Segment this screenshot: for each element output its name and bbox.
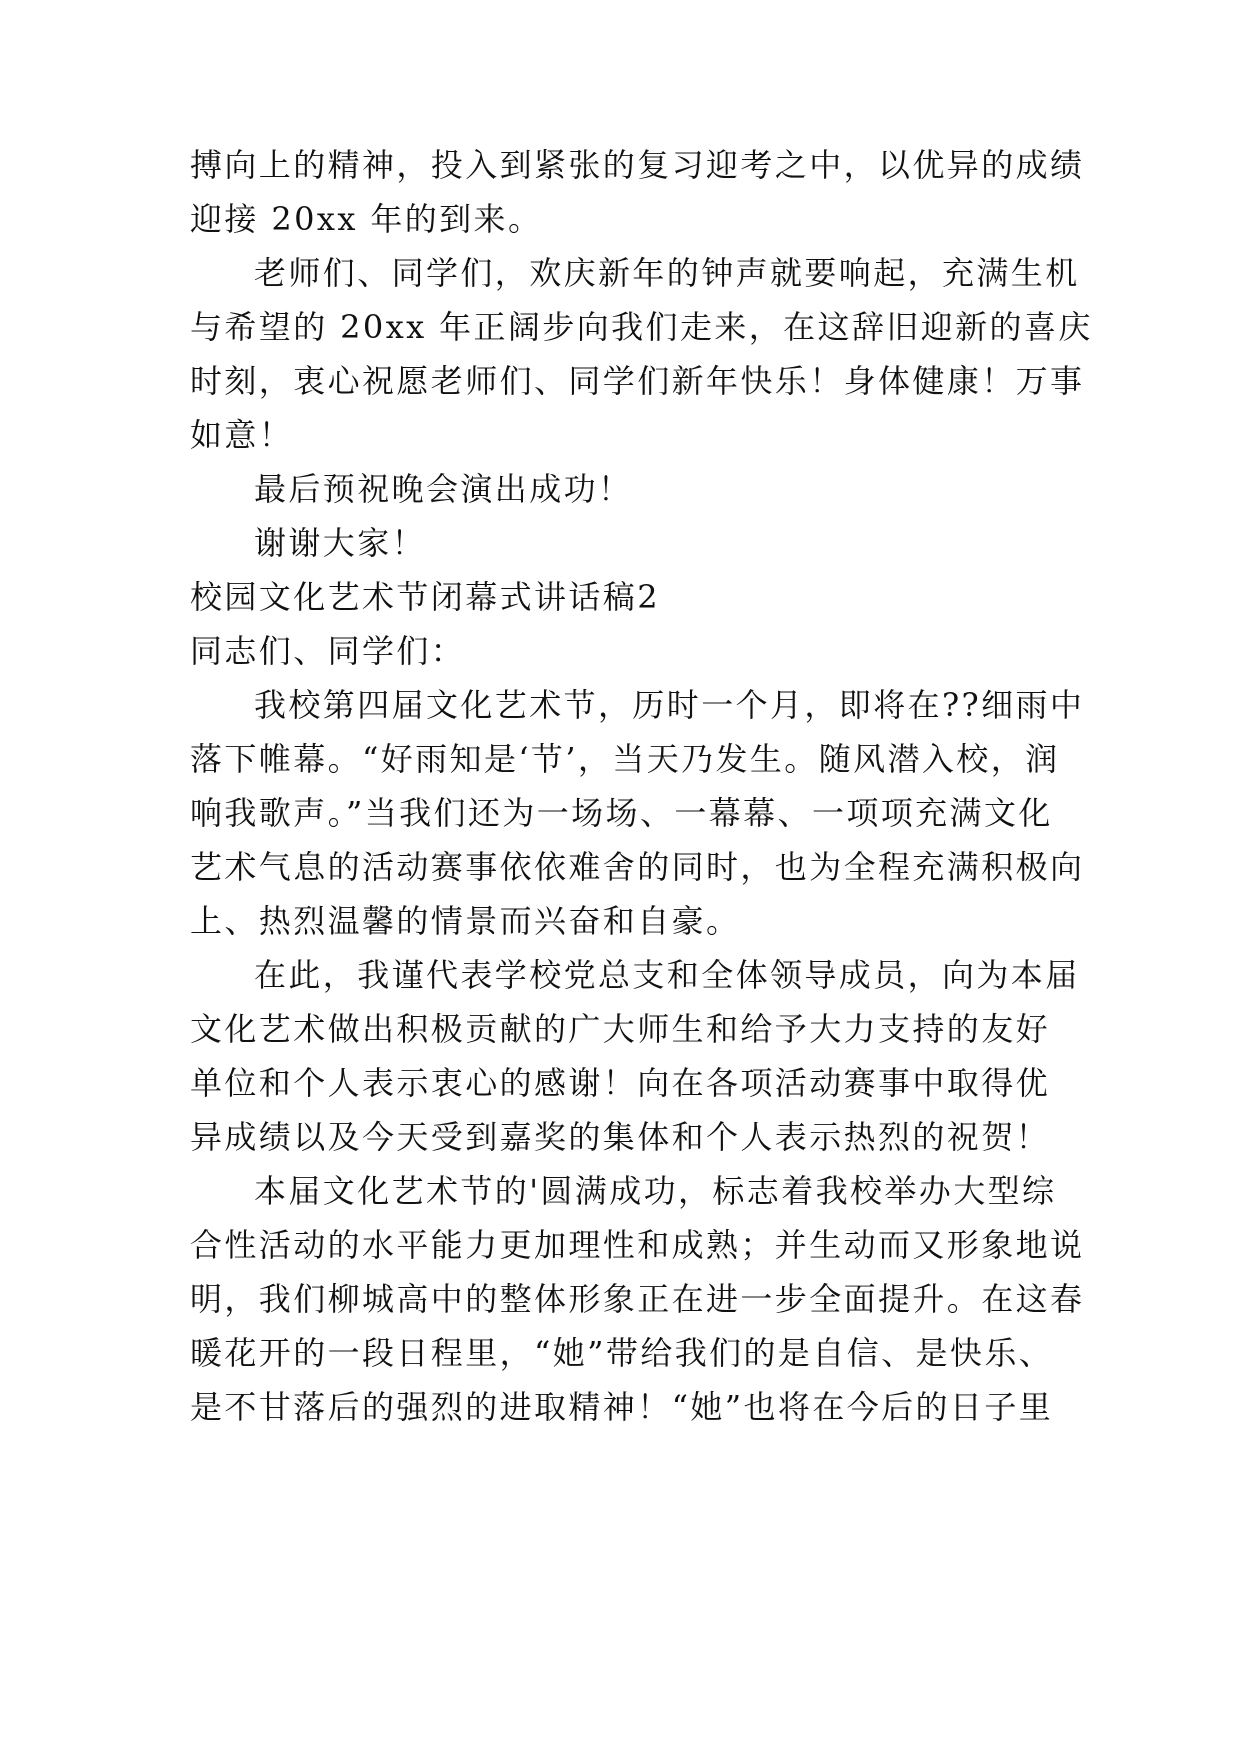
paragraph-first-line: 最后预祝晚会演出成功！ xyxy=(254,470,633,508)
paragraph-first-line: 谢谢大家！ xyxy=(254,524,427,562)
text-line: 落下帷幕。“好雨知是‘节’，当天乃发生。随风潜入校，润 xyxy=(190,740,1060,778)
text-line: 时刻，衷心祝愿老师们、同学们新年快乐！身体健康！万事 xyxy=(190,362,1085,400)
text-line: 如意！ xyxy=(190,416,294,454)
paragraph-first-line: 在此，我谨代表学校党总支和全体领导成员，向为本届 xyxy=(254,956,1080,994)
text-line: 异成绩以及今天受到嘉奖的集体和个人表示热烈的祝贺！ xyxy=(190,1118,1051,1156)
paragraph-first-line: 我校第四届文化艺术节，历时一个月，即将在??细雨中 xyxy=(254,686,1085,724)
salutation: 同志们、同学们： xyxy=(190,632,466,670)
text-line: 文化艺术做出积极贡献的广大师生和给予大力支持的友好 xyxy=(190,1010,1051,1048)
text-line: 上、热烈温馨的情景而兴奋和自豪。 xyxy=(190,902,741,940)
text-line: 明，我们柳城高中的整体形象正在进一步全面提升。在这春 xyxy=(190,1280,1085,1318)
text-line: 合性活动的水平能力更加理性和成熟；并生动而又形象地说 xyxy=(190,1226,1085,1264)
text-line: 暖花开的一段日程里，“她”带给我们的是自信、是快乐、 xyxy=(190,1334,1054,1372)
paragraph-first-line: 老师们、同学们，欢庆新年的钟声就要响起，充满生机 xyxy=(254,254,1080,292)
paragraph-first-line: 本届文化艺术节的'圆满成功，标志着我校举办大型综 xyxy=(254,1172,1057,1210)
text-line: 与希望的 20xx 年正阔步向我们走来，在这辞旧迎新的喜庆 xyxy=(190,308,1093,346)
text-line: 搏向上的精神，投入到紧张的复习迎考之中，以优异的成绩 xyxy=(190,146,1085,184)
text-line: 单位和个人表示衷心的感谢！向在各项活动赛事中取得优 xyxy=(190,1064,1051,1102)
text-line: 响我歌声。”当我们还为一场场、一幕幕、一项项充满文化 xyxy=(190,794,1053,832)
text-line: 迎接 20xx 年的到来。 xyxy=(190,200,543,238)
section-title: 校园文化艺术节闭幕式讲话稿2 xyxy=(190,578,660,616)
text-line: 是不甘落后的强烈的进取精神！“她”也将在今后的日子里 xyxy=(190,1388,1054,1426)
text-line: 艺术气息的活动赛事依依难舍的同时，也为全程充满积极向 xyxy=(190,848,1085,886)
